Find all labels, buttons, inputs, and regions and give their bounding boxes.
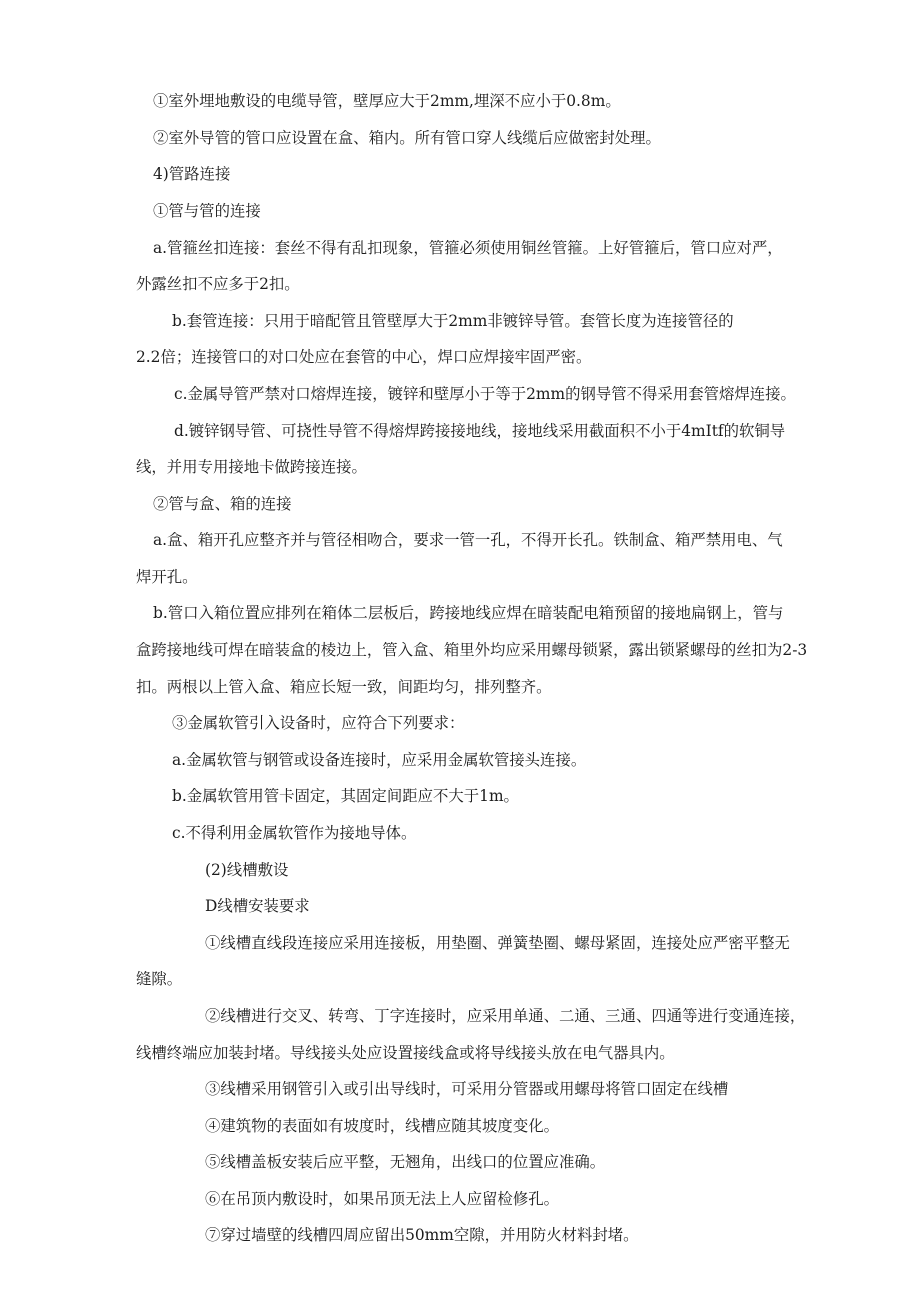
para-line: ①室外埋地敷设的电缆导管，壁厚应大于2mm,埋深不应小于0.8m。 — [153, 92, 621, 110]
para-line: 线槽终端应加装封堵。导线接头处应设置接线盒或将导线接头放在电气器具内。 — [136, 1044, 675, 1062]
para-line: ①线槽直线段连接应采用连接板，用垫圈、弹簧垫圈、螺母紧固，连接处应严密平整无 — [205, 934, 790, 952]
para-line: ⑦穿过墙壁的线槽四周应留出50mm空隙，并用防火材料封堵。 — [205, 1226, 639, 1244]
para-line: 2.2倍；连接管口的对口处应在套管的中心，焊口应焊接牢固严密。 — [136, 348, 592, 366]
para-line: ③线槽采用钢管引入或引出导线时，可采用分管器或用螺母将管口固定在线槽 — [205, 1080, 729, 1098]
para-line: ④建筑物的表面如有坡度时，线槽应随其坡度变化。 — [205, 1117, 559, 1135]
section-heading: (2)线槽敷设 — [205, 861, 289, 879]
para-line: ③金属软管引入设备时，应符合下列要求： — [172, 714, 465, 732]
para-line: b.金属软管用管卡固定，其固定间距应不大于1m。 — [172, 787, 519, 805]
para-line: 盒跨接地线可焊在暗装盒的棱边上，管入盒、箱里外均应采用螺母锁紧，露出锁紧螺母的丝扣为2-3 — [136, 641, 808, 659]
para-line: b.管口入箱位置应排列在箱体二层板后，跨接地线应焊在暗装配电箱预留的接地扁钢上，管与 — [153, 604, 784, 622]
para-line: 缝隙。 — [136, 970, 183, 988]
para-line: 线，并用专用接地卡做跨接连接。 — [136, 458, 367, 476]
para-line: a.金属软管与钢管或设备连接时，应采用金属软管接头连接。 — [172, 751, 587, 769]
para-line: c.金属导管严禁对口熔焊连接，镀锌和壁厚小于等于2mm的钢导管不得采用套管熔焊连接。 — [174, 385, 796, 403]
para-line: 焊开孔。 — [136, 568, 198, 586]
subsection-heading: ②管与盒、箱的连接 — [153, 495, 292, 513]
section-heading: 4)管路连接 — [153, 165, 231, 183]
subsection-heading: ①管与管的连接 — [153, 202, 261, 220]
subsection-heading: D线槽安装要求 — [205, 897, 310, 915]
para-line: ⑤线槽盖板安装后应平整，无翘角，出线口的位置应准确。 — [205, 1153, 606, 1171]
para-line: ②线槽进行交叉、转弯、丁字连接时，应采用单通、二通、三通、四通等进行变通连接， — [205, 1007, 806, 1025]
para-line: a.管箍丝扣连接：套丝不得有乱扣现象，管箍必须使用铜丝管箍。上好管箍后，管口应对严， — [153, 239, 783, 257]
para-line: ②室外导管的管口应设置在盒、箱内。所有管口穿人线缆后应做密封处理。 — [153, 129, 661, 147]
para-line: 扣。两根以上管入盒、箱应长短一致，间距均匀，排列整齐。 — [136, 678, 552, 696]
para-line: 外露丝扣不应多于2扣。 — [136, 275, 300, 293]
para-line: b.套管连接：只用于暗配管且管壁厚大于2mm非镀锌导管。套管长度为连接管径的 — [172, 312, 734, 330]
para-line: d.镀锌钢导管、可挠性导管不得熔焊跨接接地线，接地线采用截面积不小于4mItf的软铜导 — [174, 422, 786, 440]
para-line: ⑥在吊顶内敷设时，如果吊顶无法上人应留检修孔。 — [205, 1190, 559, 1208]
para-line: a.盒、箱开孔应整齐并与管径相吻合，要求一管一孔，不得开长孔。铁制盒、箱严禁用电、气 — [153, 531, 783, 549]
para-line: c.不得利用金属软管作为接地导体。 — [172, 824, 417, 842]
